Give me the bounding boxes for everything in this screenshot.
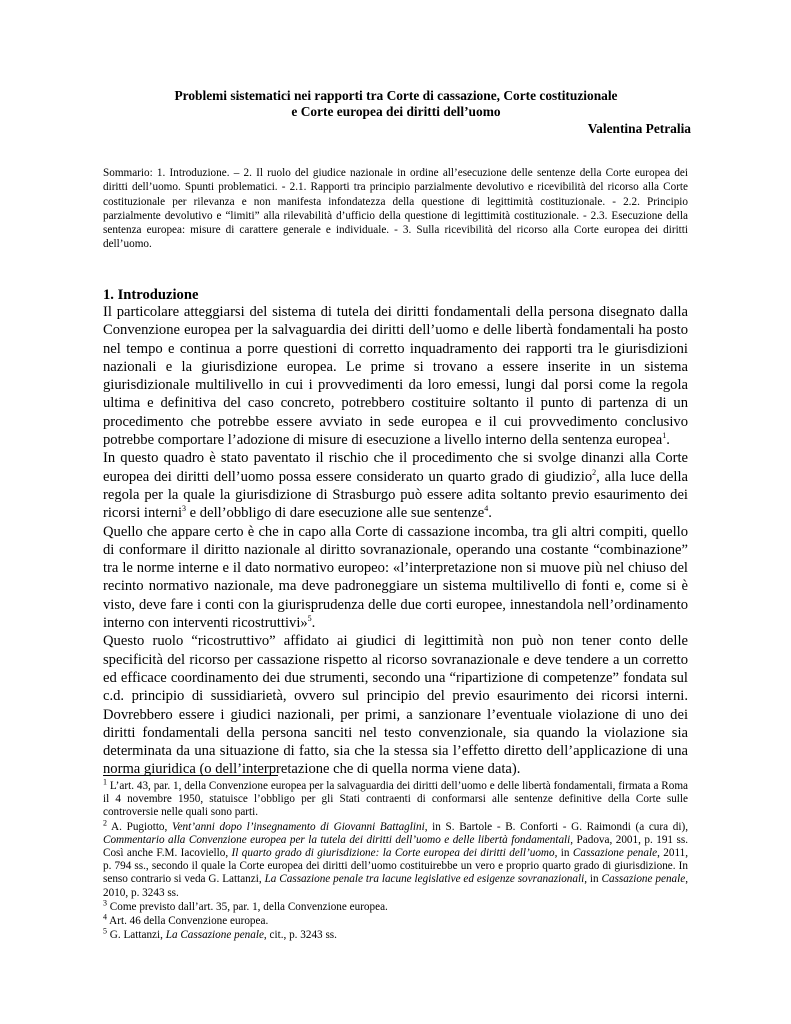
summary: Sommario: 1. Introduzione. – 2. Il ruolo del giudice nazionale in ordine all’esecuzione delle sentenze della Corte europea dei diritti dell’uomo. Spunti problematici. - 2.1. Rapporti tra principio parzialmente devolutivo e ricevibilità del ricorso alla Corte costituzionale per rilevanza e non manifesta infondatezza della questione di legittimità costituzionale. - 2.2. Principio parzialmente devolutivo e “limiti” alla rilevabilità d’ufficio della questione di legittimità costituzionale. - 2.3. Esecuzione della sentenza europea: misure di carattere generale e individuale. - 3. Sulla ricevibilità del ricorso alla Corte europea dei diritti dell’uomo. bbox=[103, 167, 688, 251]
footnote-ref-4[interactable]: 4 bbox=[484, 504, 489, 514]
footnote-4: $^4$ Art. 46 della Convenzione europea. bbox=[103, 912, 269, 928]
title-line-1: Problemi sistematici nei rapporti tra Corte di cassazione, Corte costituzionale bbox=[174, 88, 618, 103]
paragraph-3: Quello che appare certo è che in capo alla Corte di cassazione incomba, tra gli altri compiti, quello di conformare il diritto nazionale al diritto sovranazionale, operando una costante “combinazione” tra le norme interne e il dato normativo europeo: «l’interpretazione non si muove più nel chiuso del recinto normativo nazionale, ma deve padroneggiare un sistema multilivello di fonti e, come si è visto, deve fare i conti con la giurisprudenza delle due corti europee, innestandola nell’ordinamento interno con interventi ricostruttivi»$^5$. bbox=[103, 523, 688, 632]
footnote-3: $^3$ Come previsto dall’art. 35, par. 1, della Convenzione europea. bbox=[103, 898, 388, 913]
section-heading: 1. Introduzione bbox=[103, 287, 199, 303]
paragraph-2: In questo quadro è stato paventato il rischio che il procedimento che si svolge dinanzi alla Corte europea dei diritti dell’uomo possa essere considerato un quarto grado di giudizio$^2$, alla luce della regola per la quale la giurisdizione di Strasburgo può essere adita soltanto previo esaurimento dei ricorsi interni$^3$ e dell’obbligo di dare esecuzione alle sue sentenze$^4$. bbox=[103, 450, 688, 522]
title-line-2: e Corte europea dei diritti dell’uomo bbox=[291, 104, 501, 119]
paragraph-1: Il particolare atteggiarsi del sistema di tutela dei diritti fondamentali della persona disegnato dalla Convenzione europea per la salvaguardia dei diritti dell’uomo e delle libertà fondamentali ha posto nel tempo e continua a porre questioni di corretto inquadramento dei rapporti tra le giurisdizioni nazionali e la giurisdizione europea. Le prime si trovano a essere inserite in un sistema giurisdizionale multilivello in cui i provvedimenti da loro emessi, lungi dal porsi come la regola ultima e definitiva del caso concreto, potrebbero costituire soltanto il punto di partenza di un procedimento che potrebbe essere avviato in sede europea e il cui provvedimento conclusivo potrebbe comportare l’adozione di misure di esecuzione a livello interno della sentenza europea$^1$. bbox=[103, 304, 688, 449]
footnote-ref-3[interactable]: 3 bbox=[182, 504, 187, 514]
footnote-2: $^2$ A. Pugiotto, Vent’anni dopo l’insegnamento di Giovanni Battaglini, in S. Bartole - B. Conforti - G. Raimondi (a cura di), Commentario alla Convenzione europea per la tutela dei diritti dell’uomo e delle libertà fondamentali, Padova, 2001, p. 191 ss. Così anche F.M. Iacoviello, Il quarto grado di giurisdizione: la Corte europea dei diritti dell’uomo, in Cassazione penale, 2011, p. 794 ss., secondo il quale la Corte europea dei diritti dell’uomo costituirebbe un vero e proprio quarto grado di giurisdizione. In senso contrario si veda G. Lattanzi, La Cassazione penale tra lacune legislative ed esigenze sovranazionali, in Cassazione penale, 2010, p. 3243 ss. bbox=[103, 817, 689, 899]
author-name: Valentina Petralia bbox=[587, 121, 691, 136]
footnote-separator bbox=[103, 775, 278, 776]
document-title bbox=[100, 88, 692, 120]
footnote-5: $^5$ G. Lattanzi, La Cassazione penale, cit., p. 3243 ss. bbox=[103, 926, 337, 942]
body-text bbox=[103, 303, 688, 779]
footnotes bbox=[103, 777, 689, 943]
footnote-ref-5[interactable]: 5 bbox=[307, 614, 312, 624]
footnote-1: $^1$ L’art. 43, par. 1, della Convenzione europea per la salvaguardia dei diritti dell’uomo e delle libertà fondamentali, firmata a Roma il 4 novembre 1950, statuisce l’obbligo per gli Stati contraenti di conformarsi alle sentenze definitive della Corte sulle controversie nelle quali sono parti. bbox=[103, 777, 688, 819]
paragraph-4: Questo ruolo “ricostruttivo” affidato ai giudici di legittimità non può non tener conto delle specificità del ricorso per cassazione rispetto al ricorso sovranazionale e deve tendere a un corretto ed efficace coordinamento dei due strumenti, secondo una “ripartizione di competenze” fondata sul c.d. principio di sussidiarietà, ovvero sul principio del previo esaurimento dei ricorsi interni. Dovrebbero essere i giudici nazionali, per primi, a sanzionare l’eventuale violazione di uno dei diritti fondamentali della persona sanciti nel testo convenzionale, sia quando la violazione sia determinata da una situazione di fatto, sia che la stessa sia l’effetto diretto dell’applicazione di una norma giuridica (o dell’interpretazione che di quella norma viene data). bbox=[103, 633, 688, 778]
footnote-ref-1[interactable]: 1 bbox=[662, 431, 667, 441]
footnote-ref-2[interactable]: 2 bbox=[592, 467, 597, 477]
